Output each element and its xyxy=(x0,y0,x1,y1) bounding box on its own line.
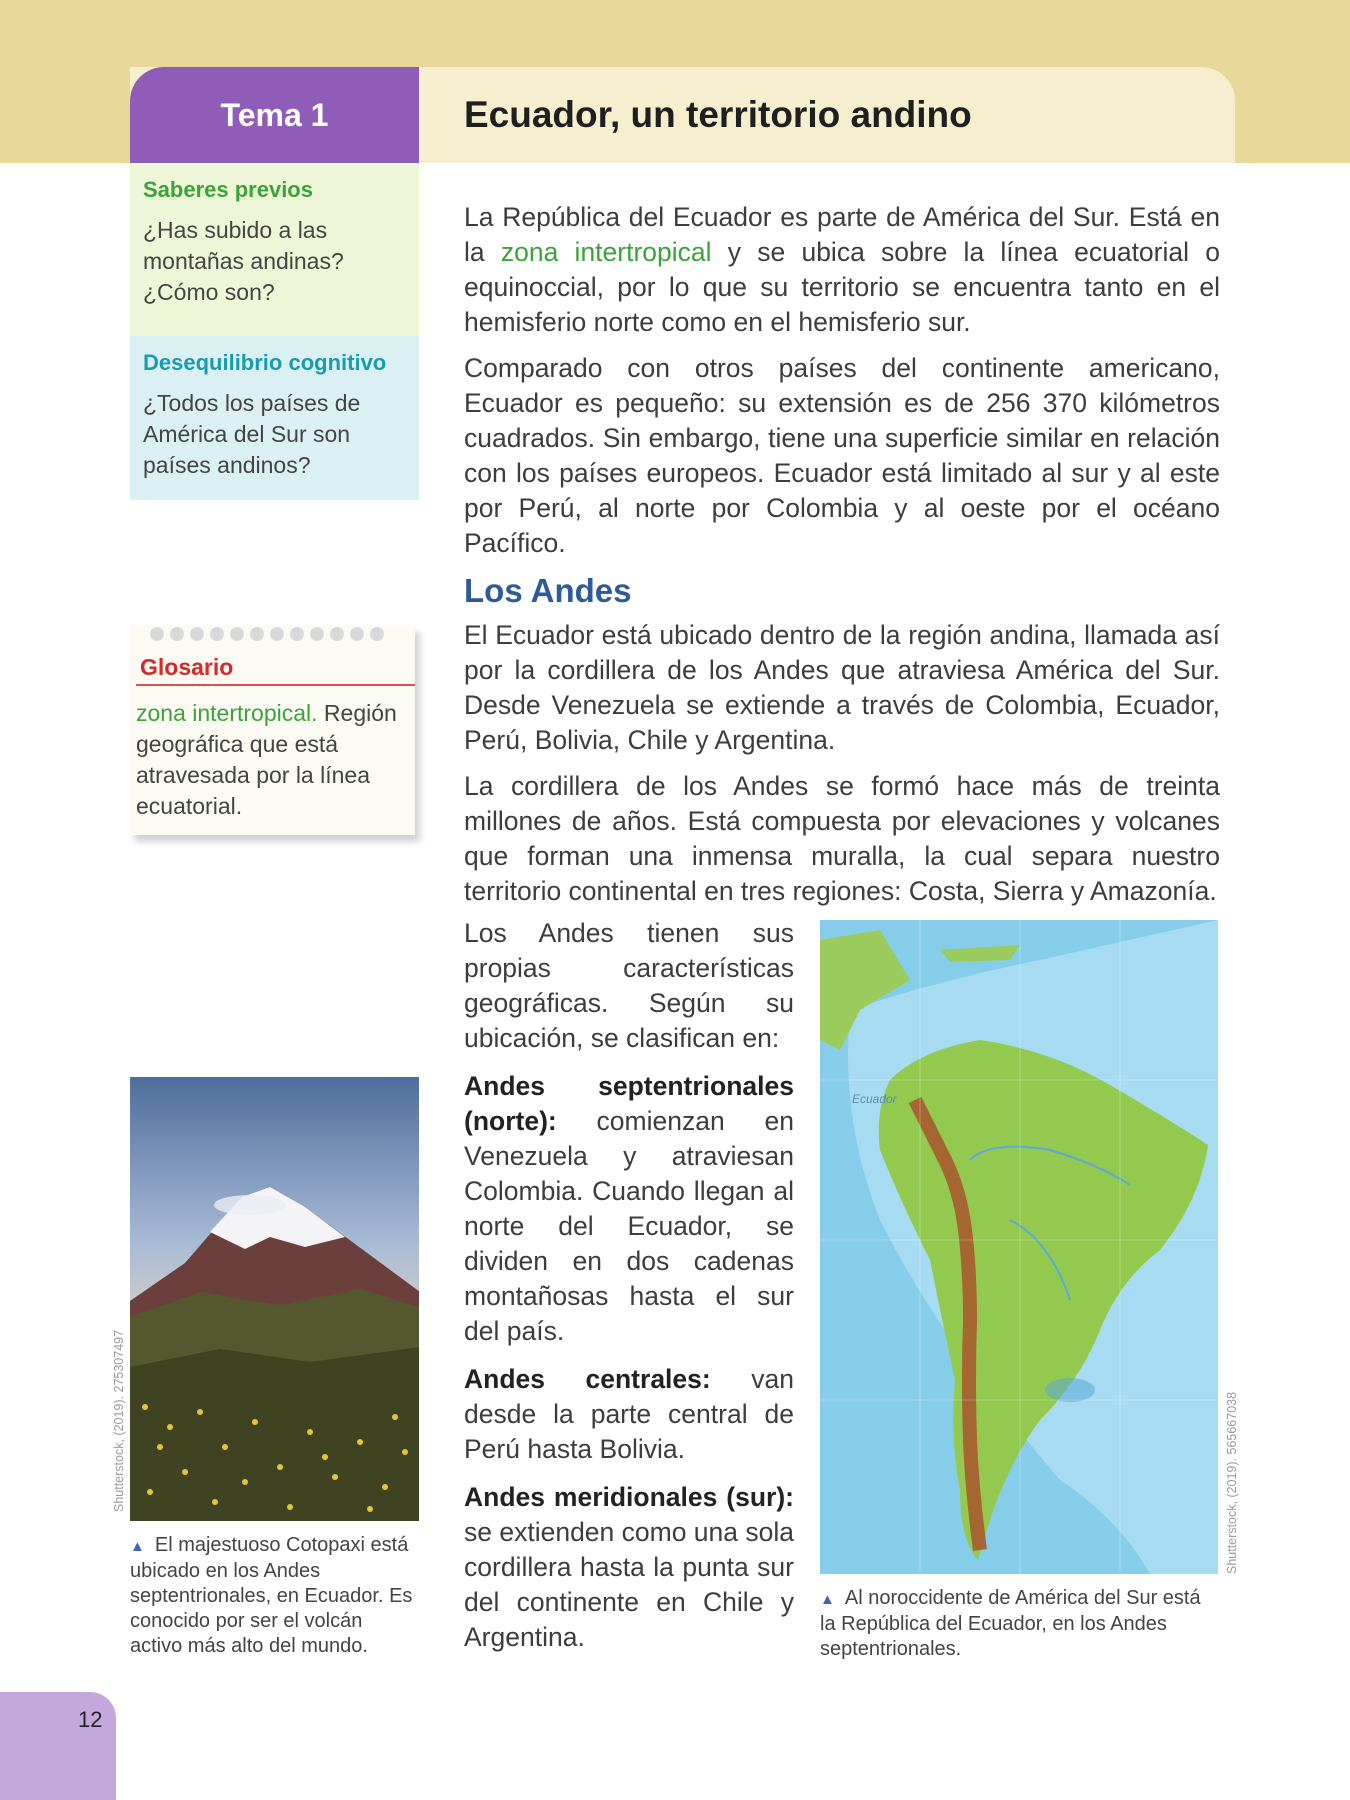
photo-caption-text: El majestuoso Cotopaxi está ubicado en los Andes septentrionales, en Ecuador. Es conocido por ser el volcán activo más alto del mundo. xyxy=(130,1534,413,1657)
highlight-zona-intertropical: zona intertropical xyxy=(500,237,712,267)
paragraph-formacion: La cordillera de los Andes se formó hace más de treinta millones de años. Está compuesta por elevaciones y volcanes que forman una inmensa muralla, la cual separa nuestro territorio continental en tres regiones: Costa, Sierra y Amazonía. xyxy=(464,771,1220,906)
glosario-term: zona intertropical. xyxy=(136,700,318,726)
saberes-previos-heading: Saberes previos xyxy=(143,177,313,202)
andes-septentrionales-term: Andes septentrionales (norte): xyxy=(464,1071,794,1136)
andes-septentrionales xyxy=(464,1069,794,1349)
desequilibrio-cognitivo-heading: Desequilibrio cognitivo xyxy=(143,350,387,375)
south-america-map xyxy=(820,920,1218,1574)
paragraph-intro xyxy=(464,200,1220,340)
andes-classification xyxy=(464,916,794,1668)
andes-meridionales-text: se extienden como una sola cordillera hasta la punta sur del continente en Chile y Argentina. xyxy=(464,1517,794,1652)
glosario-definition-text: Región geográfica que está atravesada por la línea ecuatorial. xyxy=(136,700,397,819)
map-caption xyxy=(820,1586,1220,1662)
andes-centrales xyxy=(464,1362,794,1467)
desequilibrio-cognitivo-text: ¿Todos los países de América del Sur son países andinos? xyxy=(143,390,361,478)
caption-triangle-icon: ▲ xyxy=(130,1538,145,1555)
desequilibrio-cognitivo-box xyxy=(130,336,419,500)
map-label-ecuador: Ecuador xyxy=(852,1092,897,1106)
glosario-definition xyxy=(136,698,408,822)
section-heading-los-andes: Los Andes xyxy=(464,572,632,609)
header-tab xyxy=(130,67,1235,163)
photo-credit: Shutterstock, (2019). 275307497 xyxy=(112,1329,126,1512)
main-text xyxy=(464,200,1220,920)
paragraph-extension: Comparado con otros países del continente americano, Ecuador es pequeño: su extensión es de 256 370 kilómetros cuadrados. Sin embargo, tiene una superficie similar en relación con los países europeos. Ecuador está limitado al sur y al este por Perú, al norte por Colombia y al oeste por el océano Pacífico. xyxy=(464,353,1220,558)
paragraph-intro-end: y se ubica sobre la línea ecuatorial o equinoccial, por lo que su territorio se encuentra tanto en el hemisferio norte como en el hemisferio sur. xyxy=(464,237,1220,337)
glosario-divider xyxy=(136,684,415,686)
andes-centrales-text: van desde la parte central de Perú hasta Bolivia. xyxy=(464,1364,794,1464)
page-number: 12 xyxy=(78,1707,103,1732)
paragraph-intro-start: La República del Ecuador es parte de América del Sur. Está en la xyxy=(464,202,1220,267)
andes-centrales-term: Andes centrales: xyxy=(464,1364,711,1394)
map-caption-text: Al noroccidente de América del Sur está la República del Ecuador, en los Andes septentrionales. xyxy=(820,1587,1201,1660)
saberes-previos-text: ¿Has subido a las montañas andinas? ¿Cómo son? xyxy=(143,217,344,305)
map-credit: Shutterstock, (2019). 565667038 xyxy=(1225,1391,1239,1574)
glosario-heading: Glosario xyxy=(140,654,234,680)
notebook-rings xyxy=(150,627,384,641)
cotopaxi-photo xyxy=(130,1077,419,1521)
paragraph-region-andina: El Ecuador está ubicado dentro de la región andina, llamada así por la cordillera de los Andes que atraviesa América del Sur. Desde Venezuela se extiende a través de Colombia, Ecuador, Perú, Bolivia, Chile y Argentina. xyxy=(464,620,1220,755)
classification-intro: Los Andes tienen sus propias características geográficas. Según su ubicación, se clasifican en: xyxy=(464,918,794,1053)
andes-meridionales xyxy=(464,1480,794,1655)
saberes-previos-box xyxy=(130,163,419,336)
page-title: Ecuador, un territorio andino xyxy=(464,94,972,135)
photo-caption xyxy=(130,1533,420,1659)
tema-badge: Tema 1 xyxy=(130,67,419,163)
andes-septentrionales-text: comienzan en Venezuela y atraviesan Colombia. Cuando llegan al norte del Ecuador, se dividen en dos cadenas montañosas hasta el sur del país. xyxy=(464,1106,794,1346)
glosario-note xyxy=(130,625,415,835)
andes-meridionales-term: Andes meridionales (sur): xyxy=(464,1482,794,1512)
caption-triangle-icon: ▲ xyxy=(820,1591,835,1608)
